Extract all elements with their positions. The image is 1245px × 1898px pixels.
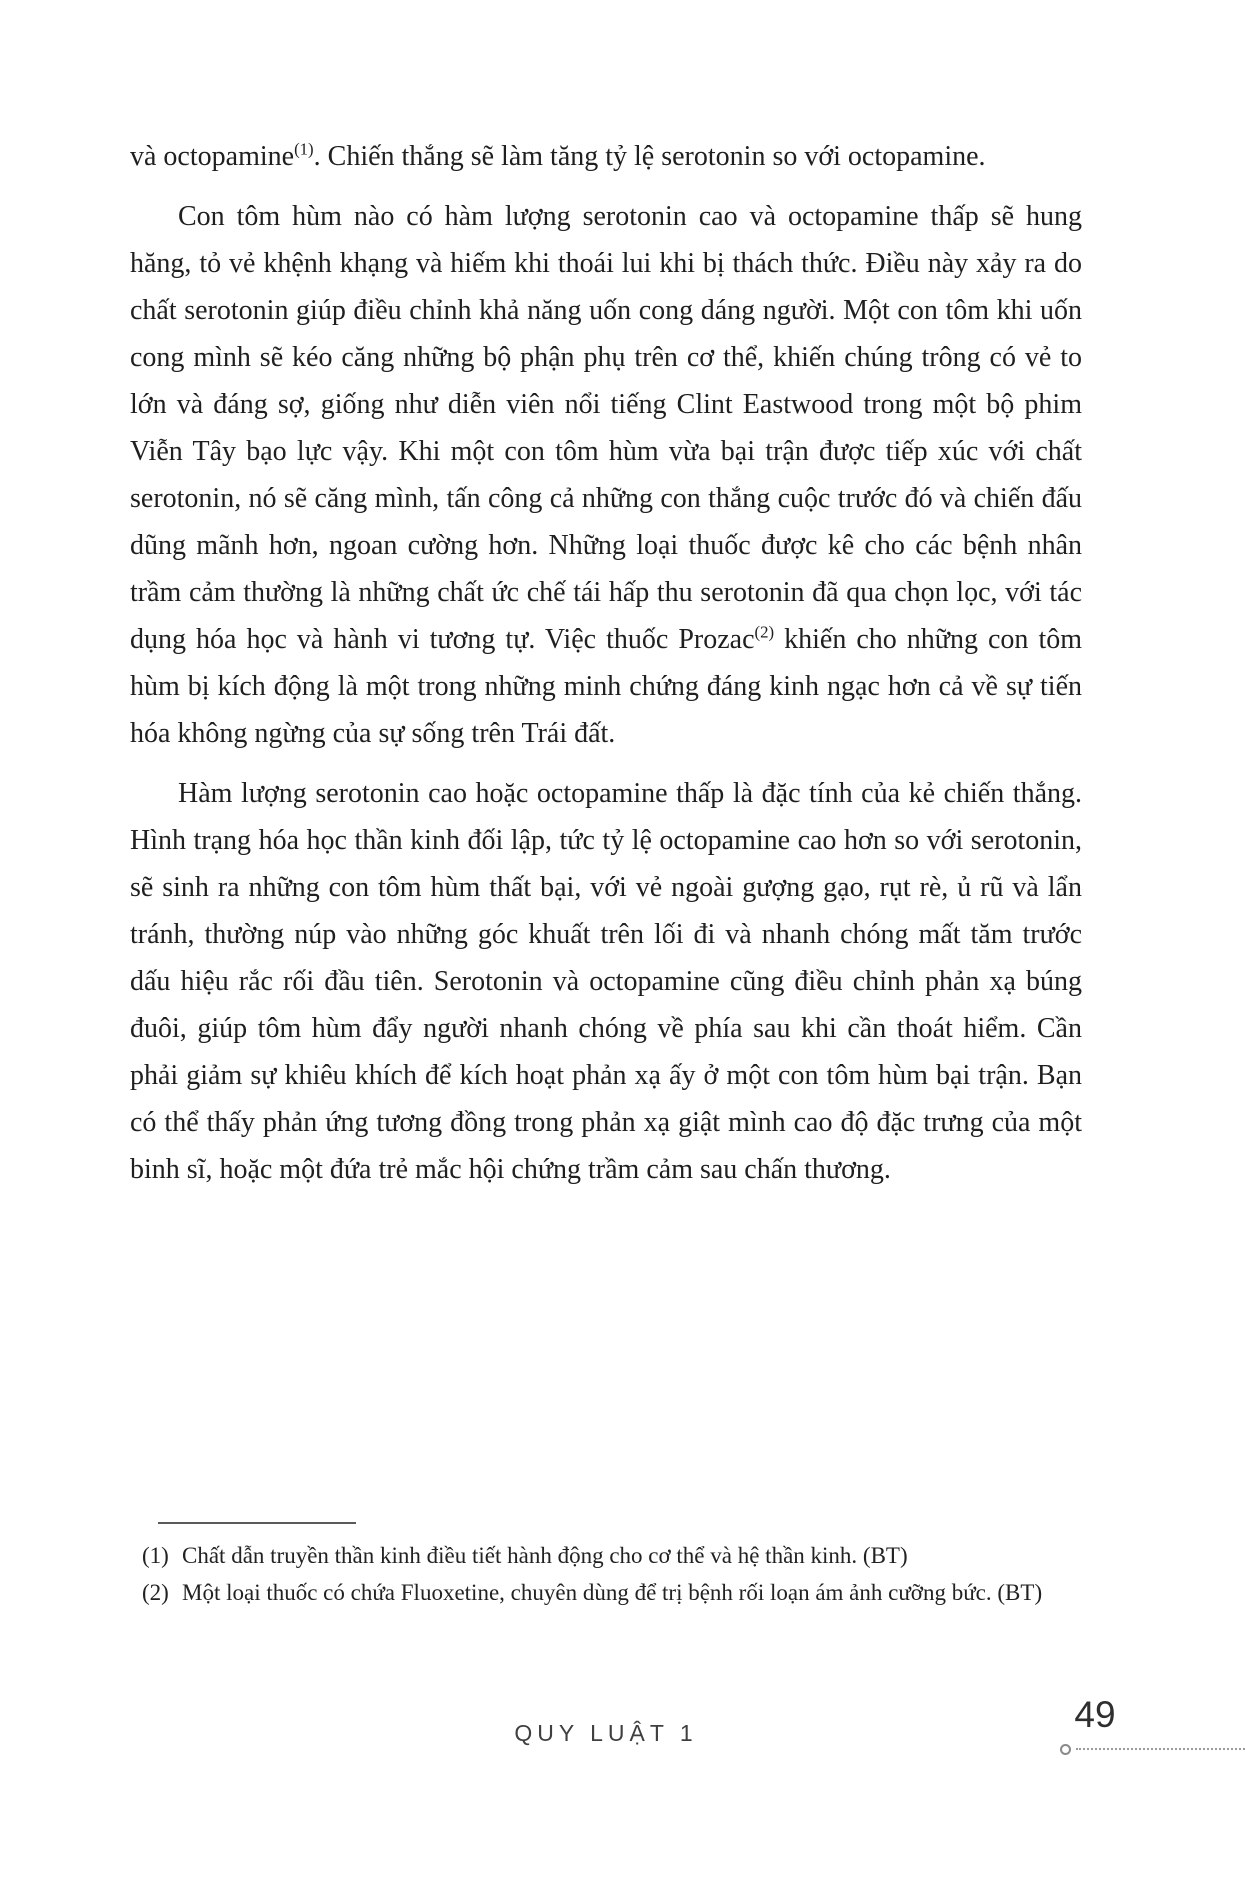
paragraph-continuation (130, 133, 1082, 180)
footnote-item-2 (142, 1574, 1094, 1611)
footnote-separator (158, 1522, 356, 1524)
footnotes (142, 1537, 1094, 1611)
page-number-dotted-line (1076, 1748, 1245, 1750)
footnote-ref-2: (2) (754, 622, 775, 642)
footnote-item-1 (142, 1537, 1094, 1574)
body-text (130, 133, 1082, 1193)
paragraph-winner-loser-chemistry (130, 770, 1082, 1193)
paragraph-text: và octopamine (130, 141, 295, 172)
paragraph-text: Con tôm hùm nào có hàm lượng serotonin cao và octopamine thấp sẽ hung hăng, tỏ vẻ khệnh khạng và hiếm khi thoái lui khi bị thách thức. Điều này xảy ra do chất serotonin giúp điều chỉnh khả năng uốn cong dáng người. Một con tôm khi uốn cong mình sẽ kéo căng những bộ phận phụ trên cơ thể, khiến chúng trông có vẻ to lớn và đáng sợ, giống như diễn viên nổi tiếng Clint Eastwood trong một bộ phim Viễn Tây bạo lực vậy. Khi một con tôm hùm vừa bại trận được tiếp xúc với chất serotonin, nó sẽ căng mình, tấn công cả những con thắng cuộc trước đó và chiến đấu dũng mãnh hơn, ngoan cường hơn. Những loại thuốc được kê cho các bệnh nhân trầm cảm thường là những chất ức chế tái hấp thu serotonin đã qua chọn lọc, với tác dụng hóa học và hành vi tương tự. Việc thuốc Prozac (130, 201, 1082, 655)
footnote-ref-1: (1) (294, 139, 314, 159)
paragraph-lobster-serotonin (130, 193, 1082, 757)
footnote-marker: (2) (142, 1580, 169, 1605)
circle-ornament-icon (1060, 1744, 1071, 1755)
paragraph-text: . Chiến thắng sẽ làm tăng tỷ lệ serotonin so với octopamine. (313, 141, 986, 172)
footnote-text: Chất dẫn truyền thần kinh điều tiết hành động cho cơ thể và hệ thần kinh. (BT) (182, 1543, 908, 1568)
paragraph-text: Hàm lượng serotonin cao hoặc octopamine thấp là đặc tính của kẻ chiến thắng. Hình trạng hóa học thần kinh đối lập, tức tỷ lệ octopamine cao hơn so với serotonin, sẽ sinh ra những con tôm hùm thất bại, với vẻ ngoài gượng gạo, rụt rè, ủ rũ và lẩn tránh, thường núp vào những góc khuất trên lối đi và nhanh chóng mất tăm trước dấu hiệu rắc rối đầu tiên. Serotonin và octopamine cũng điều chỉnh phản xạ búng đuôi, giúp tôm hùm đẩy người nhanh chóng về phía sau khi cần thoát hiểm. Cần phải giảm sự khiêu khích để kích hoạt phản xạ ấy ở một con tôm hùm bại trận. Bạn có thể thấy phản ứng tương đồng trong phản xạ giật mình cao độ đặc trưng của một binh sĩ, hoặc một đứa trẻ mắc hội chứng trầm cảm sau chấn thương. (130, 778, 1082, 1185)
footnote-text: Một loại thuốc có chứa Fluoxetine, chuyên dùng để trị bệnh rối loạn ám ảnh cưỡng bức. (BT) (182, 1580, 1043, 1605)
footnote-marker: (1) (142, 1543, 169, 1568)
paragraph-text: khiến cho những con tôm hùm bị kích động là một trong những minh chứng đáng kinh ngạc hơn cả về sự tiến hóa không ngừng của sự sống trên Trái đất. (130, 624, 1083, 749)
page-number: 49 (1074, 1694, 1116, 1735)
running-title: QUY LUẬT 1 (514, 1720, 698, 1746)
